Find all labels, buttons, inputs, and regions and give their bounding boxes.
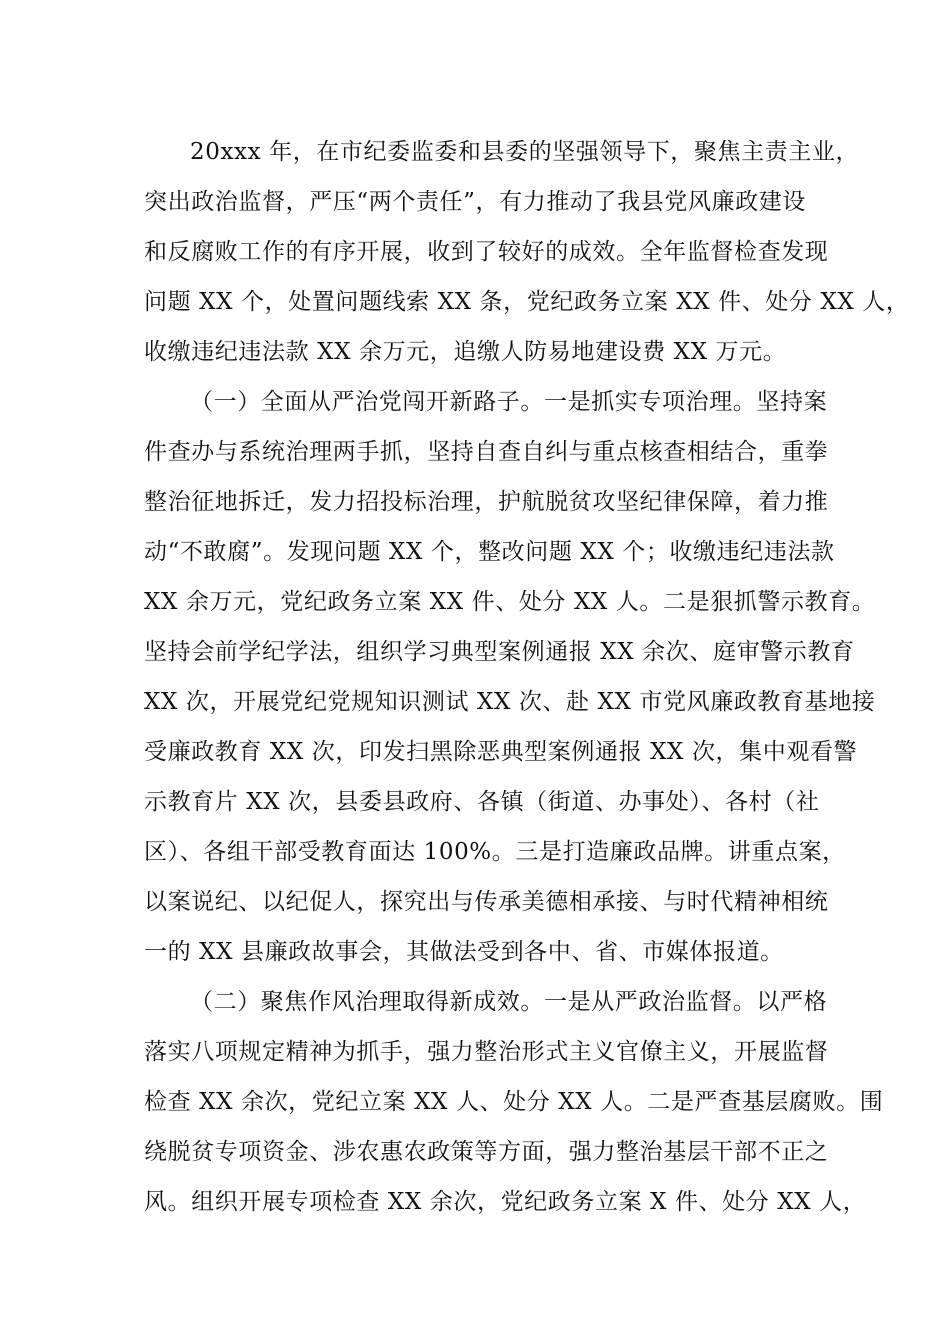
text-line: 20xxx 年，在市纪委监委和县委的坚强领导下，聚焦主责主业， bbox=[190, 139, 860, 165]
text-line: XX 余万元，党纪政务立案 XX 件、处分 XX 人。二是狠抓警示教育。 bbox=[144, 589, 876, 615]
text-line: 示教育片 XX 次，县委县政府、各镇（街道、办事处）、各村（社 bbox=[144, 789, 820, 815]
text-line: 件查办与系统治理两手抓，坚持自查自纠与重点核查相结合，重拳 bbox=[144, 439, 829, 465]
text-line: 风。组织开展专项检查 XX 余次，党纪政务立案 X 件、处分 XX 人， bbox=[144, 1189, 867, 1215]
text-line: 坚持会前学纪学法，组织学习典型案例通报 XX 余次、庭审警示教育 bbox=[144, 639, 855, 665]
text-line: XX 次，开展党纪党规知识测试 XX 次、赴 XX 市党风廉政教育基地接 bbox=[144, 689, 876, 715]
text-line: （一）全面从严治党闯开新路子。一是抓实专项治理。坚持案 bbox=[190, 389, 828, 415]
text-line: 一的 XX 县廉政故事会，其做法受到各中、省、市媒体报道。 bbox=[144, 939, 784, 965]
text-line: 动“不敢腐”。发现问题 XX 个，整改问题 XX 个；收缴违纪违法款 bbox=[144, 539, 835, 565]
text-line: 问题 XX 个，处置问题线索 XX 条，党纪政务立案 XX 件、处分 XX 人， bbox=[144, 289, 910, 315]
text-line: 以案说纪、以纪促人，探究出与传承美德相承接、与时代精神相统 bbox=[144, 889, 829, 915]
text-line: 突出政治监督，严压“两个责任”，有力推动了我县党风廉政建设 bbox=[144, 189, 806, 215]
text-line: 绕脱贫专项资金、涉农惠农政策等方面，强力整治基层干部不正之 bbox=[144, 1139, 829, 1165]
text-line: 收缴违纪违法款 XX 余万元，追缴人防易地建设费 XX 万元。 bbox=[144, 339, 787, 365]
text-line: 受廉政教育 XX 次，印发扫黑除恶典型案例通报 XX 次，集中观看警 bbox=[144, 739, 858, 765]
text-line: 整治征地拆迁，发力招投标治理，护航脱贫攻坚纪律保障，着力推 bbox=[144, 489, 829, 515]
text-line: 检查 XX 余次，党纪立案 XX 人、处分 XX 人。二是严查基层腐败。围 bbox=[144, 1089, 884, 1115]
text-line: 落实八项规定精神为抓手，强力整治形式主义官僚主义，开展监督 bbox=[144, 1039, 829, 1065]
text-line: 区）、各组干部受教育面达 100%。三是打造廉政品牌。讲重点案， bbox=[144, 839, 846, 865]
text-line: 和反腐败工作的有序开展，收到了较好的成效。全年监督检查发现 bbox=[144, 239, 829, 265]
text-line: （二）聚焦作风治理取得新成效。一是从严政治监督。以严格 bbox=[190, 989, 828, 1015]
